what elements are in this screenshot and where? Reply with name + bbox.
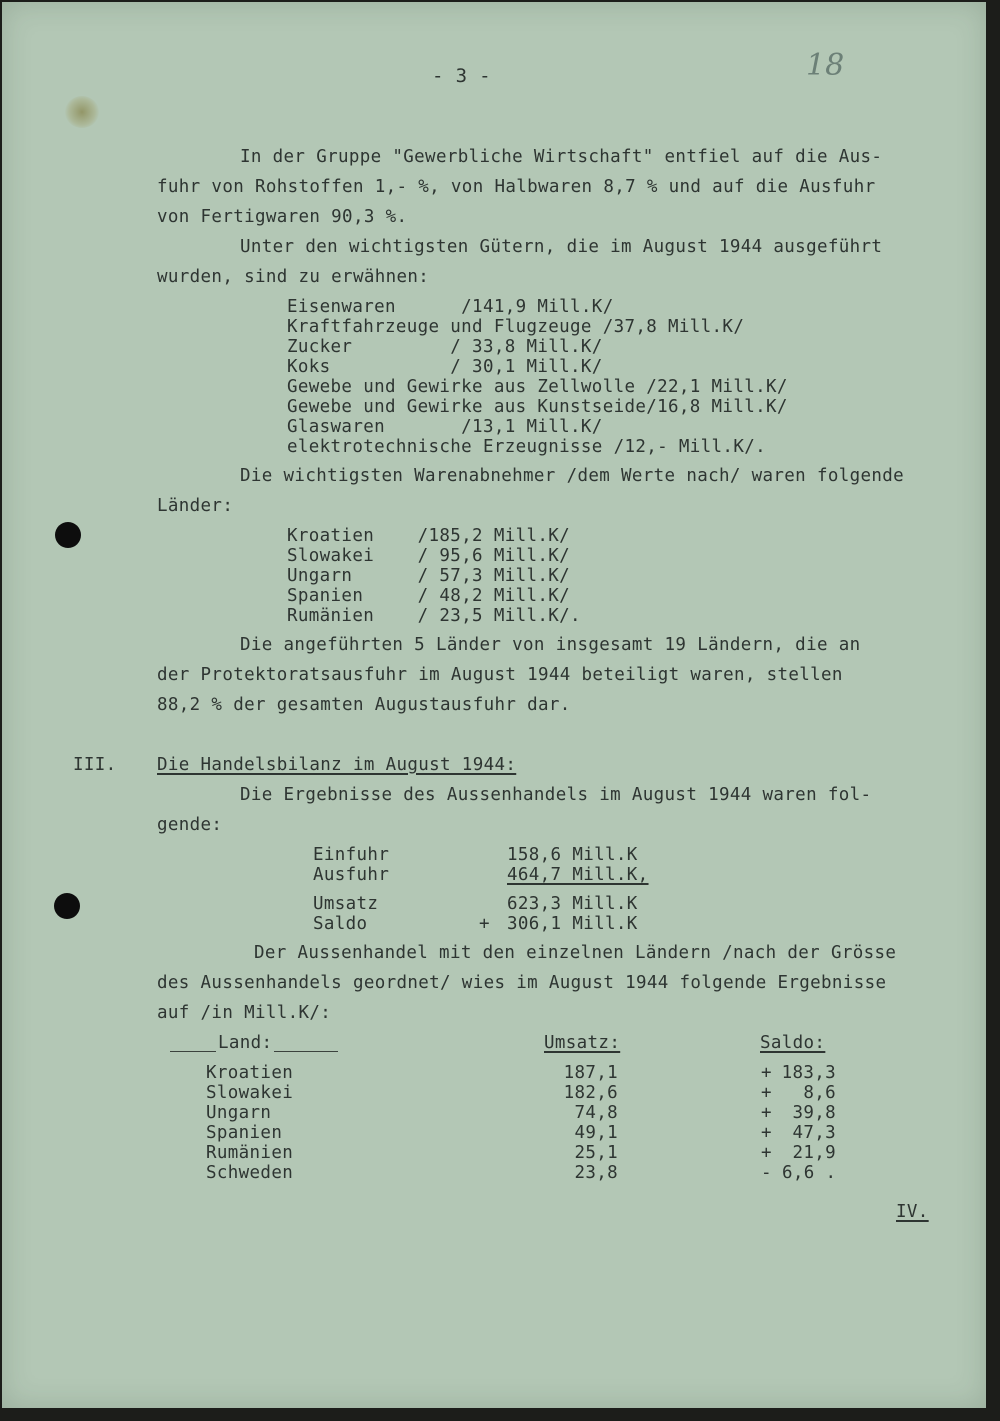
balance-label: Ausfuhr <box>313 865 390 885</box>
row-saldo: 21,9 <box>792 1143 836 1163</box>
next-section-marker: IV. <box>896 1202 929 1222</box>
row-umsatz: 25,1 <box>574 1143 618 1163</box>
para3-line1: Die wichtigsten Warenabnehmer /dem Werte nach/ waren folgende <box>240 466 905 486</box>
row-umsatz: 182,6 <box>563 1083 618 1103</box>
goods-item: Eisenwaren /141,9 Mill.K/ <box>287 297 614 317</box>
goods-item: Koks / 30,1 Mill.K/ <box>287 357 603 377</box>
para2-line1: Unter den wichtigsten Gütern, die im August 1944 ausgeführt <box>240 237 883 257</box>
row-saldo: 183,3 <box>781 1063 836 1083</box>
row-land: Schweden <box>206 1163 294 1183</box>
para4-line2: der Protektoratsausfuhr im August 1944 beteiligt waren, stellen <box>157 665 843 685</box>
row-land: Kroatien <box>206 1063 294 1083</box>
balance-label: Saldo <box>313 914 368 934</box>
para6-line1: Der Aussenhandel mit den einzelnen Ländern /nach der Grösse <box>254 943 897 963</box>
row-umsatz: 187,1 <box>563 1063 618 1083</box>
row-sign: + <box>761 1123 772 1143</box>
row-sign: + <box>761 1083 772 1103</box>
row-umsatz: 23,8 <box>574 1163 618 1183</box>
row-saldo: 8,6 <box>803 1083 836 1103</box>
balance-label: Umsatz <box>313 894 379 914</box>
para4-line3: 88,2 % der gesamten Augustausfuhr dar. <box>157 695 571 715</box>
country-item: Rumänien / 23,5 Mill.K/. <box>287 606 581 626</box>
balance-value: 158,6 Mill.K <box>507 845 638 865</box>
goods-item: Gewebe und Gewirke aus Zellwolle /22,1 Mill.K/ <box>287 377 788 397</box>
para6-line3: auf /in Mill.K/: <box>157 1003 332 1023</box>
balance-value: 306,1 Mill.K <box>507 914 638 934</box>
row-sign: - <box>761 1163 772 1183</box>
para5-line2: gende: <box>157 815 223 835</box>
goods-item: Gewebe und Gewirke aus Kunstseide/16,8 Mill.K/ <box>287 397 788 417</box>
country-item: Slowakei / 95,6 Mill.K/ <box>287 546 571 566</box>
row-land: Spanien <box>206 1123 283 1143</box>
table-header-umsatz: Umsatz: <box>544 1033 621 1053</box>
goods-item: Kraftfahrzeuge und Flugzeuge /37,8 Mill.K/ <box>287 317 745 337</box>
punch-hole-top <box>55 522 81 548</box>
balance-value: 464,7 Mill.K, <box>507 865 649 885</box>
para2-line2: wurden, sind zu erwähnen: <box>157 267 430 287</box>
para1-line2: fuhr von Rohstoffen 1,- %, von Halbwaren 8,7 % und auf die Ausfuhr <box>157 177 876 197</box>
table-header-land: Land: <box>218 1033 273 1053</box>
balance-value: 623,3 Mill.K <box>507 894 638 914</box>
balance-label: Einfuhr <box>313 845 390 865</box>
row-land: Ungarn <box>206 1103 272 1123</box>
section-numeral: III. <box>73 755 117 775</box>
table-header-saldo: Saldo: <box>760 1033 826 1053</box>
para1-line3: von Fertigwaren 90,3 %. <box>157 207 408 227</box>
goods-item: Glaswaren /13,1 Mill.K/ <box>287 417 603 437</box>
country-item: Ungarn / 57,3 Mill.K/ <box>287 566 571 586</box>
row-sign: + <box>761 1143 772 1163</box>
row-sign: + <box>761 1103 772 1123</box>
row-saldo: 6,6 . <box>782 1163 837 1183</box>
para1-line1: In der Gruppe "Gewerbliche Wirtschaft" entfiel auf die Aus- <box>240 147 883 167</box>
row-umsatz: 74,8 <box>574 1103 618 1123</box>
rust-stain <box>65 96 99 128</box>
row-umsatz: 49,1 <box>574 1123 618 1143</box>
para3-line2: Länder: <box>157 496 234 516</box>
row-land: Slowakei <box>206 1083 294 1103</box>
punch-hole-bottom <box>54 893 80 919</box>
country-item: Kroatien /185,2 Mill.K/ <box>287 526 571 546</box>
goods-item: elektrotechnische Erzeugnisse /12,- Mill.K/. <box>287 437 766 457</box>
para5-line1: Die Ergebnisse des Aussenhandels im August 1944 waren fol- <box>240 785 872 805</box>
para4-line1: Die angeführten 5 Länder von insgesamt 19 Ländern, die an <box>240 635 861 655</box>
country-item: Spanien / 48,2 Mill.K/ <box>287 586 571 606</box>
row-sign: + <box>761 1063 772 1083</box>
goods-item: Zucker / 33,8 Mill.K/ <box>287 337 603 357</box>
para6-line2: des Aussenhandels geordnet/ wies im August 1944 folgende Ergebnisse <box>157 973 887 993</box>
row-land: Rumänien <box>206 1143 294 1163</box>
balance-sign: + <box>479 914 490 934</box>
folio-number: 18 <box>806 48 845 83</box>
row-saldo: 39,8 <box>792 1103 836 1123</box>
page-number: - 3 - <box>432 65 491 87</box>
section-title: Die Handelsbilanz im August 1944: <box>157 755 517 775</box>
row-saldo: 47,3 <box>792 1123 836 1143</box>
